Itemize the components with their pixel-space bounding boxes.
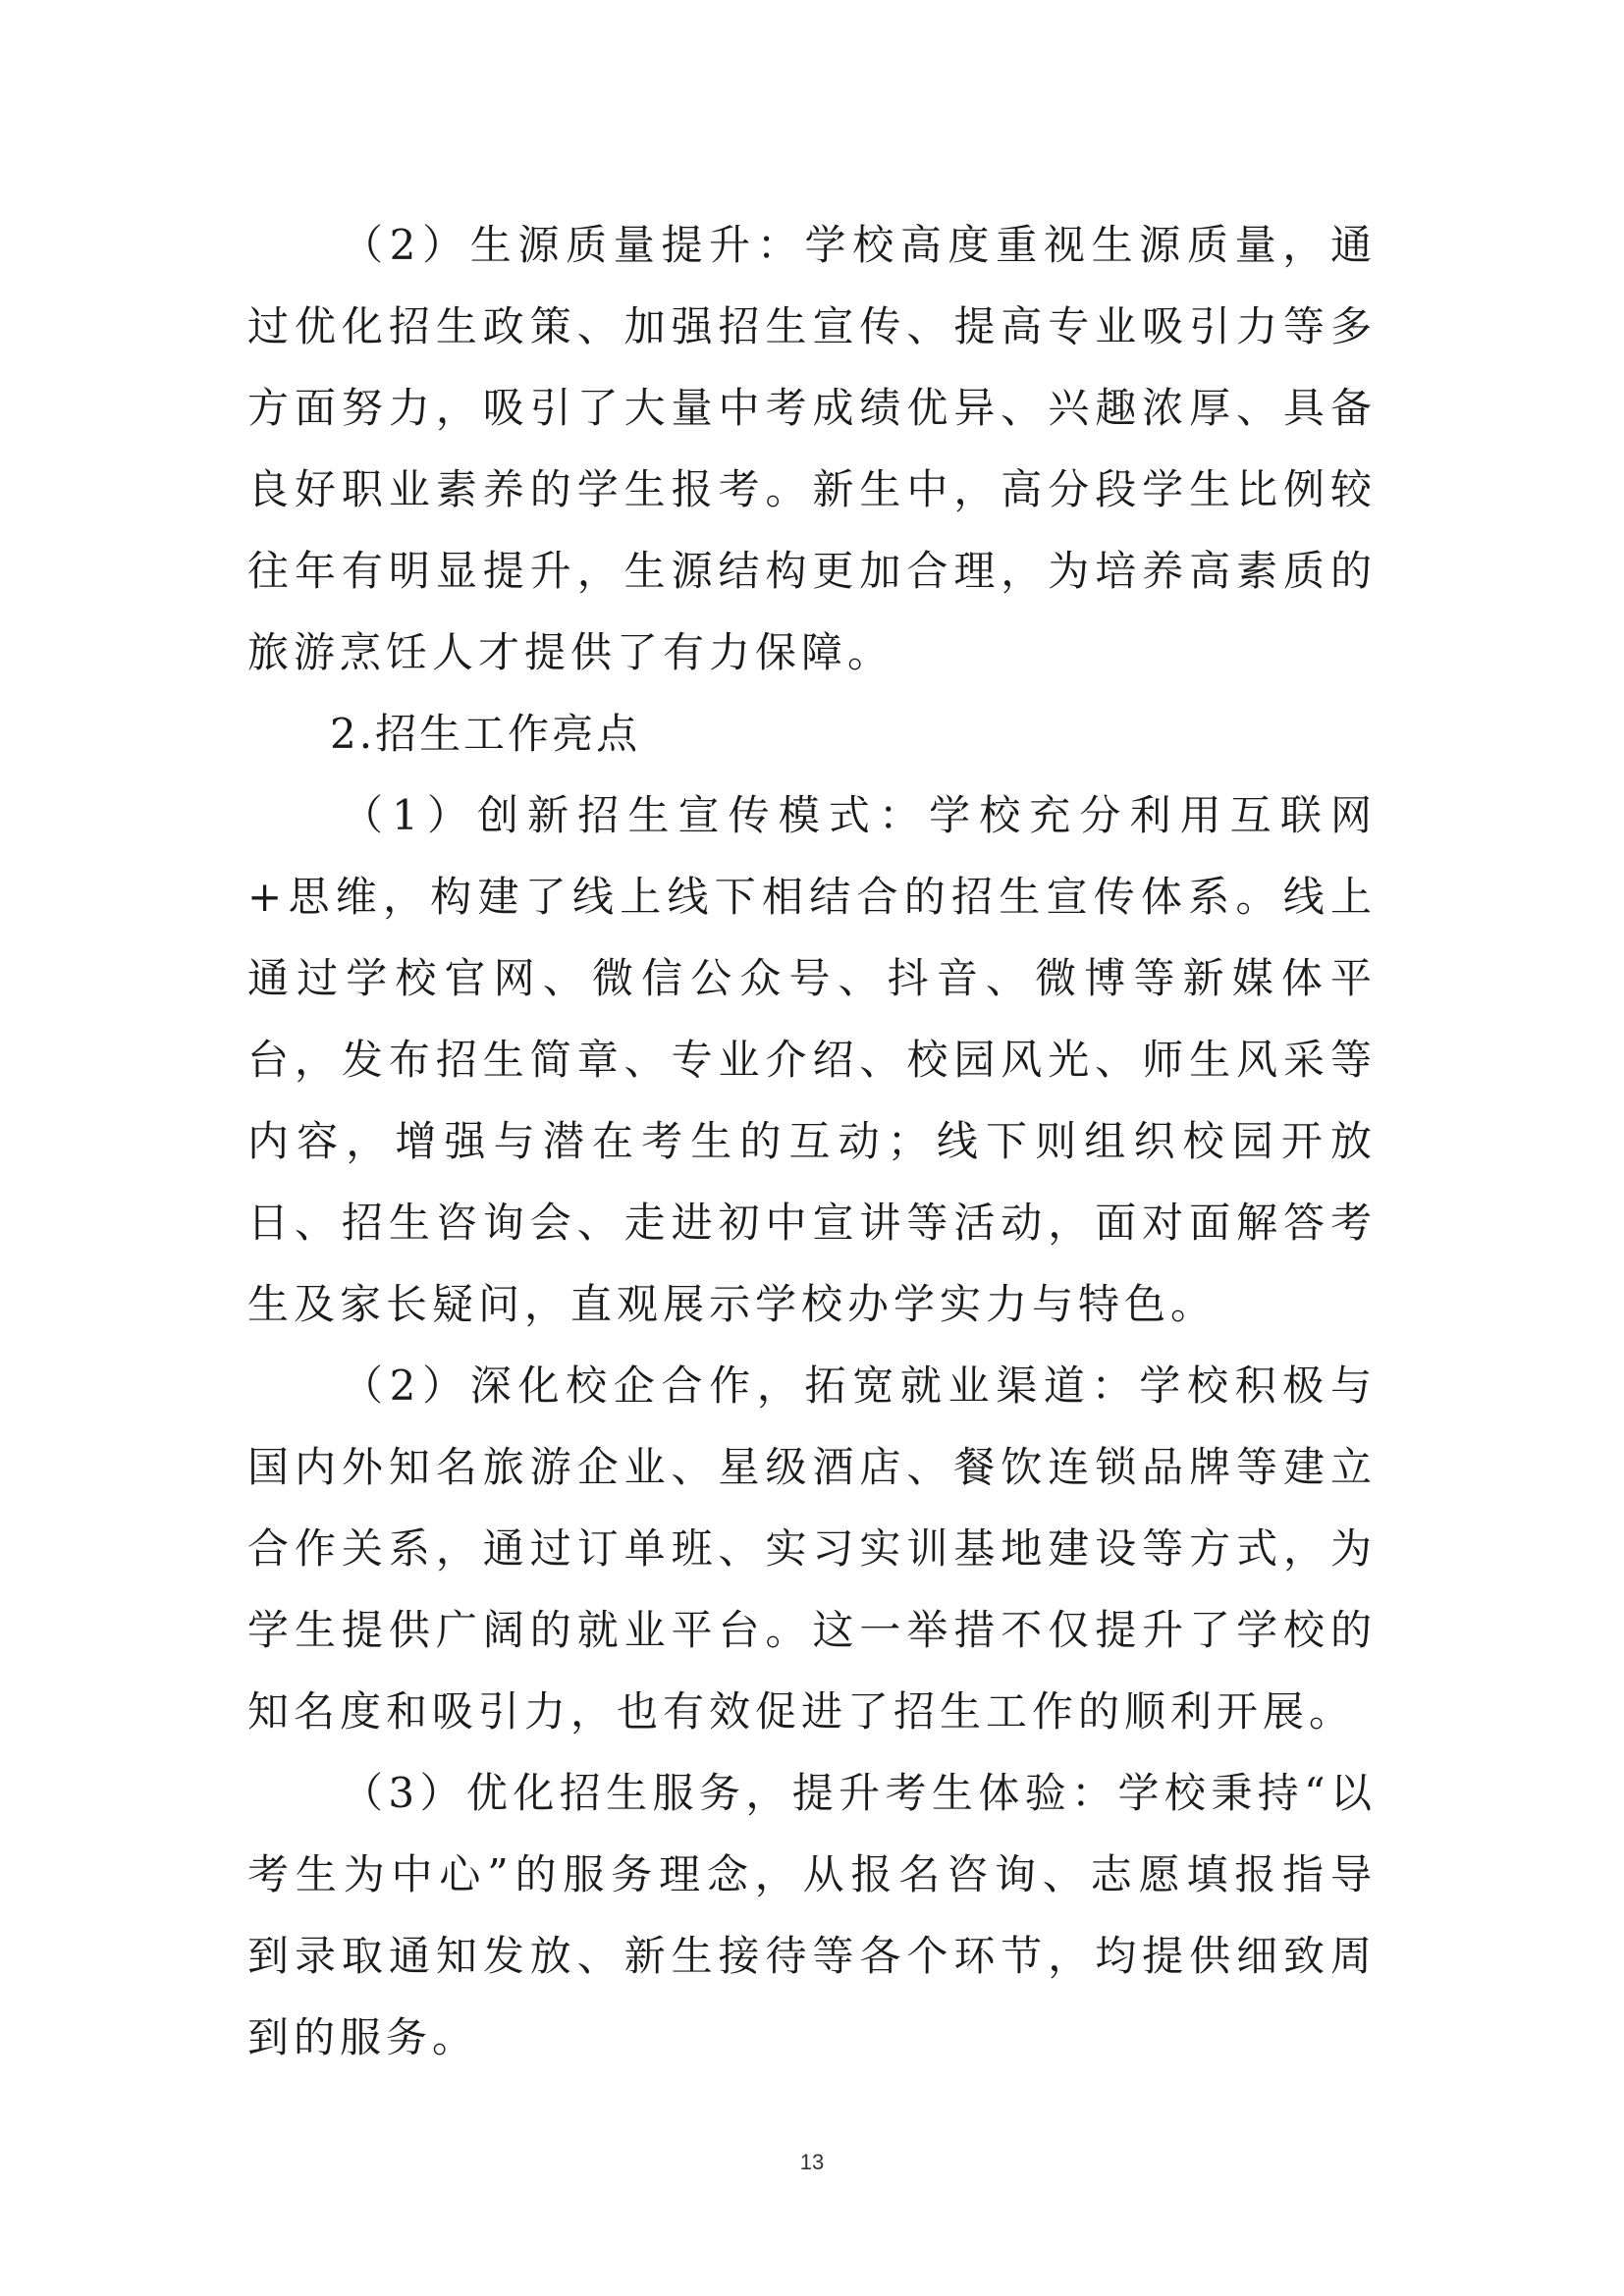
section-heading-highlights: 2.招生工作亮点 (330, 710, 641, 758)
document-body (247, 204, 1377, 2078)
page-number: 13 (799, 2150, 825, 2174)
paragraph-source-quality: （2）生源质量提升：学校高度重视生源质量，通过优化招生政策、加强招生宣传、提高专业吸引力等多方面努力，吸引了大量中考成绩优异、兴趣浓厚、具备良好职业素养的学生报考。新生中，高分段学生比例较往年有明显提升，生源结构更加合理，为培养高素质的旅游烹饪人才提供了有力保障。 (247, 221, 1377, 676)
paragraph-admission-service: （3）优化招生服务，提升考生体验：学校秉持“以考生为中心”的服务理念，从报名咨询、志愿填报指导到录取通知发放、新生接待等各个环节，均提供细致周到的服务。 (247, 1769, 1377, 2061)
paragraph-publicity-mode: （1）创新招生宣传模式：学校充分利用互联网+思维，构建了线上线下相结合的招生宣传体系。线上通过学校官网、微信公众号、抖音、微博等新媒体平台，发布招生简章、专业介绍、校园风光、师生风采等内容，增强与潜在考生的互动；线下则组织校园开放日、招生咨询会、走进初中宣讲等活动，面对面解答考生及家长疑问，直观展示学校办学实力与特色。 (247, 791, 1377, 1328)
paragraph-school-enterprise: （2）深化校企合作，拓宽就业渠道：学校积极与国内外知名旅游企业、星级酒店、餐饮连锁品牌等建立合作关系，通过订单班、实习实训基地建设等方式，为学生提供广阔的就业平台。这一举措不仅提升了学校的知名度和吸引力，也有效促进了招生工作的顺利开展。 (247, 1362, 1377, 1735)
